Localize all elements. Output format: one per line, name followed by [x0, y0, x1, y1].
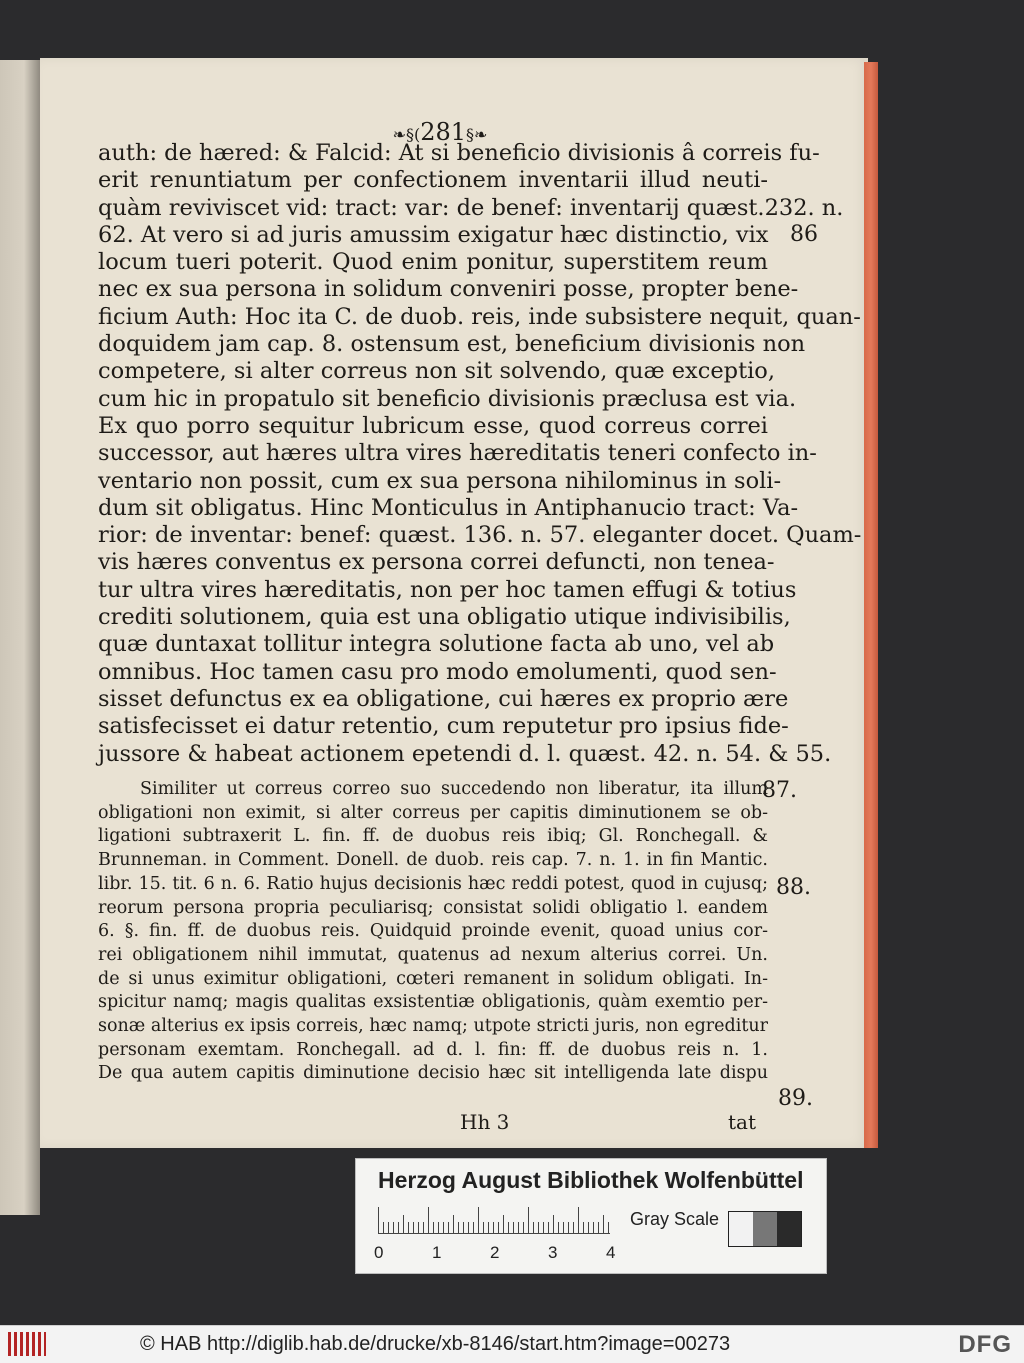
card-title: Herzog August Bibliothek Wolfenbüttel: [378, 1167, 804, 1193]
text-line: rior: de inventar: benef: quæst. 136. n. 57. eleganter docet. Quam-: [98, 522, 862, 549]
ruler-tick: [518, 1222, 519, 1233]
margin-number: 89.: [778, 1086, 813, 1111]
text-line: jussore & habeat actionem epetendi d. l. quæst. 42. n. 54. & 55.: [98, 740, 832, 767]
ruler-tick: [413, 1222, 414, 1233]
text-line: sisset defunctus ex ea obligatione, cui hæres ex proprio ære: [98, 685, 789, 712]
ruler-tick: [608, 1222, 609, 1233]
ruler-number: 0: [374, 1243, 384, 1262]
note-text-block: [98, 778, 768, 1086]
ruler-tick: [388, 1222, 389, 1233]
ornament-right-icon: §❧: [466, 125, 488, 144]
text-line: ficium Auth: Hoc ita C. de duob. reis, inde subsistere nequit, quan-: [98, 303, 861, 330]
ruler-tick: [593, 1222, 594, 1233]
ruler-tick: [448, 1222, 449, 1233]
ruler-tick: [468, 1222, 469, 1233]
text-line: successor, aut hæres ultra vires hæreditatis teneri confecto in-: [98, 440, 817, 467]
ruler-tick: [408, 1222, 409, 1233]
ruler-tick: [583, 1222, 584, 1233]
note-line: rei obligationem nihil immutat, quatenus ad nexum alterius correi. Un.: [98, 944, 768, 965]
gray-scale-label: Gray Scale: [630, 1209, 720, 1229]
note-line: de si unus eximitur obligationi, cœteri remanent in solidum obligati. In-: [98, 968, 768, 989]
ruler-tick: [563, 1222, 564, 1233]
note-line: ligationi subtraxerit L. fin. ff. de duobus reis ibiq; Gl. Ronchegall. &: [98, 826, 768, 847]
ruler-tick: [568, 1222, 569, 1233]
ruler-tick: [548, 1222, 549, 1233]
text-line: vis hæres conventus ex persona correi defuncti, non tenea-: [98, 549, 775, 576]
ruler-tick: [393, 1222, 394, 1233]
note-line: De qua autem capitis diminutione decisio hæc sit intelligenda late dispu: [98, 1063, 768, 1084]
text-line: auth: de hæred: & Falcid: At si beneficio divisionis â correis fu-: [98, 140, 820, 166]
text-line: erit renuntiatum per confectionem inventarii illud neuti-: [98, 167, 768, 194]
text-line: nec ex sua persona in solidum conveniri posse, propter bene-: [98, 276, 799, 303]
ruler-tick: [528, 1207, 529, 1233]
note-line: spicitur namq; magis qualitas exsistentiæ obligationis, quàm exemtio per-: [98, 992, 768, 1013]
ruler-tick: [573, 1222, 574, 1233]
signature-mark: Hh 3: [460, 1110, 510, 1134]
ruler-number: 1: [432, 1243, 442, 1262]
text-line: ventario non possit, cum ex sua persona nihilominus in soli-: [98, 467, 782, 494]
ruler-tick: [553, 1215, 554, 1233]
note-line: reorum persona propria peculiarisq; consistat solidi obligatio l. eandem: [98, 897, 768, 918]
previous-page-edge: [0, 60, 40, 1215]
ornament-left-icon: ❧§(: [392, 125, 421, 144]
ruler: [378, 1207, 610, 1234]
ruler-tick: [533, 1222, 534, 1233]
ruler-tick: [403, 1215, 404, 1233]
ruler-tick: [603, 1215, 604, 1233]
ruler-tick: [423, 1222, 424, 1233]
ruler-number: 4: [606, 1243, 616, 1262]
note-line: Similiter ut correus correo suo succedendo non liberatur, ita illum: [140, 779, 768, 799]
ruler-tick: [498, 1222, 499, 1233]
ruler-tick: [503, 1215, 504, 1233]
text-line: competere, si alter correus non sit solvendo, quæ exceptio,: [98, 358, 775, 385]
ruler-tick: [443, 1222, 444, 1233]
text-line: dum sit obligatus. Hinc Monticulus in Antiphanucio tract: Va-: [98, 494, 799, 521]
ruler-tick: [483, 1222, 484, 1233]
text-line: cum hic in propatulo sit beneficio divisionis præclusa est via.: [98, 385, 797, 412]
note-line: 6. §. fin. ff. de duobus reis. Quidquid proinde evenit, quoad unius cor-: [98, 921, 768, 942]
margin-number: 88.: [776, 875, 811, 900]
note-line: libr. 15. tit. 6 n. 6. Ratio hujus decisionis hæc reddi potest, quod in cujusq;: [98, 873, 768, 894]
note-line: obligationi non eximit, si alter correus per capitis diminutionem se ob-: [98, 802, 768, 823]
ruler-tick: [513, 1222, 514, 1233]
gray-swatch: [777, 1212, 801, 1246]
ruler-tick: [383, 1222, 384, 1233]
margin-number: 86: [790, 222, 818, 247]
ruler-tick: [523, 1222, 524, 1233]
ruler-tick: [493, 1222, 494, 1233]
text-line: tur ultra vires hæreditatis, non per hoc tamen effugi & totius: [98, 576, 797, 603]
catchword: tat: [728, 1110, 756, 1134]
hab-logo-icon: [8, 1332, 46, 1356]
ruler-tick: [478, 1207, 479, 1233]
ruler-tick: [488, 1222, 489, 1233]
ruler-tick: [543, 1222, 544, 1233]
text-line: doquidem jam cap. 8. ostensum est, beneficium divisionis non: [98, 331, 806, 358]
dfg-logo: DFG: [958, 1331, 1012, 1358]
note-line: personam exemtam. Ronchegall. ad d. l. fin: ff. de duobus reis n. 1.: [98, 1039, 768, 1060]
text-line: quæ duntaxat tollitur integra solutione facta ab uno, vel ab: [98, 631, 775, 658]
ruler-tick: [398, 1222, 399, 1233]
footer-bar: [0, 1325, 1024, 1363]
text-line: 62. At vero si ad juris amussim exigatur hæc distinctio, vix: [98, 221, 769, 248]
ruler-tick: [508, 1222, 509, 1233]
ruler-tick: [473, 1222, 474, 1233]
gray-scale-swatches: [728, 1211, 802, 1247]
text-line: omnibus. Hoc tamen casu pro modo emolumenti, quod sen-: [98, 658, 777, 685]
ruler-tick: [458, 1222, 459, 1233]
text-line: crediti solutionem, quia est una obligatio utique indivisibilis,: [98, 604, 791, 631]
ruler-tick: [588, 1222, 589, 1233]
note-line: Brunneman. in Comment. Donell. de duob. reis cap. 7. n. 1. in fin Mantic.: [98, 850, 768, 871]
ruler-tick: [438, 1222, 439, 1233]
text-line: Ex quo porro sequitur lubricum esse, quod correus correi: [98, 412, 768, 439]
ruler-tick: [378, 1207, 379, 1233]
text-line: quàm reviviscet vid: tract: var: de benef: inventarij quæst.232. n.: [98, 194, 844, 221]
copyright-url[interactable]: © HAB http://diglib.hab.de/drucke/xb-8146/start.htm?image=00273: [140, 1333, 731, 1355]
gray-swatch: [753, 1212, 777, 1246]
ruler-tick: [463, 1222, 464, 1233]
ruler-tick: [538, 1222, 539, 1233]
gray-swatch: [729, 1212, 753, 1246]
ruler-tick: [433, 1222, 434, 1233]
ruler-tick: [558, 1222, 559, 1233]
margin-number: 87.: [762, 778, 797, 803]
text-line: satisfecisset ei datur retentio, cum reputetur pro ipsius fide-: [98, 713, 789, 740]
ruler-tick: [453, 1215, 454, 1233]
text-line: locum tueri poterit. Quod enim ponitur, superstitem reum: [98, 249, 768, 276]
page-number: 281: [420, 118, 467, 146]
ruler-tick: [428, 1207, 429, 1233]
page-red-edge: [864, 62, 878, 1148]
color-reference-card: [355, 1158, 827, 1274]
note-line: sonæ alterius ex ipsis correis, hæc namq; utpote stricti juris, non egreditur: [98, 1016, 768, 1037]
ruler-tick: [418, 1222, 419, 1233]
ruler-tick: [578, 1207, 579, 1233]
ruler-number: 2: [490, 1243, 500, 1262]
ruler-tick: [598, 1222, 599, 1233]
ruler-number: 3: [548, 1243, 558, 1262]
